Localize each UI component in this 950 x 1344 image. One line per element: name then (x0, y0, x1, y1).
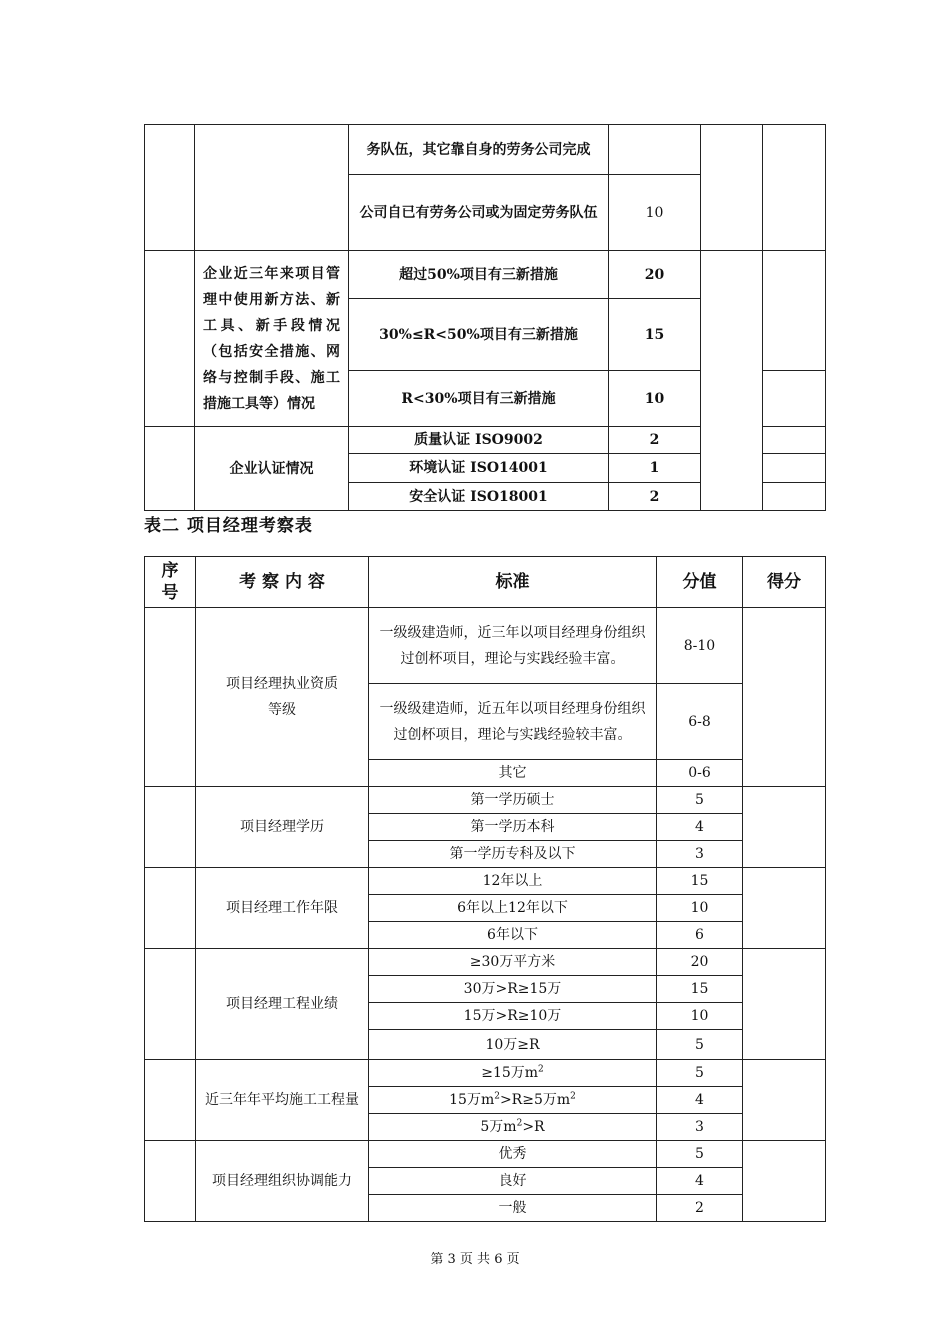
remark-cell (763, 125, 826, 251)
standard-cell (369, 1060, 657, 1087)
value-cell: 10 (609, 371, 701, 427)
item-cell: 项目经理工作年限 (196, 868, 369, 949)
standard-cell: R<30%项目有三新措施 (349, 371, 609, 427)
table-row (145, 787, 826, 814)
standard-cell: 良好 (369, 1168, 657, 1195)
value-cell: 5 (657, 1060, 743, 1087)
no-cell (145, 1060, 196, 1141)
standard-cell: 第一学历本科 (369, 814, 657, 841)
superscript: 2 (570, 1091, 576, 1102)
standard-cell (369, 1114, 657, 1141)
standard-cell: 优秀 (369, 1141, 657, 1168)
table-row (145, 608, 826, 684)
standard-text: ≥15万m (481, 1065, 539, 1081)
standard-cell: 10万≥R (369, 1030, 657, 1060)
standard-cell: 6年以下 (369, 922, 657, 949)
standard-cell: 一级级建造师，近五年以项目经理身份组织过创杯项目，理论与实践经验较丰富。 (369, 684, 657, 760)
standard-text: >R (522, 1119, 545, 1135)
remark-cell (763, 251, 826, 371)
table-header-row (145, 557, 826, 608)
value-cell: 3 (657, 1114, 743, 1141)
value-cell: 5 (657, 787, 743, 814)
score-cell (701, 125, 763, 251)
project-manager-evaluation-table (144, 556, 826, 1222)
value-cell (609, 125, 701, 175)
value-cell: 5 (657, 1030, 743, 1060)
no-cell (145, 251, 195, 427)
score-cell (743, 1141, 826, 1222)
no-cell (145, 608, 196, 787)
item-cell: 项目经理学历 (196, 787, 369, 868)
value-cell: 8-10 (657, 608, 743, 684)
table-row (145, 251, 826, 299)
standard-cell: 一级级建造师，近三年以项目经理身份组织过创杯项目，理论与实践经验丰富。 (369, 608, 657, 684)
remark-cell (763, 483, 826, 511)
standard-cell: 30万>R≥15万 (369, 976, 657, 1003)
no-cell (145, 787, 196, 868)
standard-cell: 安全认证 ISO18001 (349, 483, 609, 511)
superscript: 2 (516, 1118, 523, 1129)
table-caption: 表二 项目经理考察表 (144, 516, 313, 536)
standard-cell: 第一学历硕士 (369, 787, 657, 814)
score-cell (743, 949, 826, 1060)
item-cell: 项目经理执业资质等级 (196, 608, 369, 787)
value-cell: 1 (609, 454, 701, 483)
value-cell: 15 (657, 976, 743, 1003)
header-value: 分值 (657, 557, 743, 608)
standard-cell: 6年以上12年以下 (369, 895, 657, 922)
standard-cell: 超过50%项目有三新措施 (349, 251, 609, 299)
table-row (145, 1060, 826, 1087)
standard-cell: 15万>R≥10万 (369, 1003, 657, 1030)
page-footer: 第 3 页 共 6 页 (430, 1252, 520, 1267)
value-cell: 6 (657, 922, 743, 949)
remark-cell (763, 371, 826, 427)
table-row (145, 868, 826, 895)
standard-cell: 务队伍，其它靠自身的劳务公司完成 (349, 125, 609, 175)
standard-text: >R≥5万m (499, 1092, 571, 1108)
value-cell: 10 (657, 895, 743, 922)
score-cell (743, 608, 826, 787)
table-row (145, 1141, 826, 1168)
superscript: 2 (538, 1064, 544, 1075)
standard-cell: 30%≤R<50%项目有三新措施 (349, 299, 609, 371)
value-cell: 5 (657, 1141, 743, 1168)
value-cell: 4 (657, 1168, 743, 1195)
standard-text: 5万m (480, 1119, 517, 1135)
no-cell (145, 1141, 196, 1222)
value-cell: 6-8 (657, 684, 743, 760)
value-cell: 10 (657, 1003, 743, 1030)
score-cell (743, 868, 826, 949)
item-cell: 项目经理组织协调能力 (196, 1141, 369, 1222)
remark-cell (763, 427, 826, 454)
value-cell: 3 (657, 841, 743, 868)
standard-text: 15万m (449, 1092, 495, 1108)
no-cell (145, 868, 196, 949)
no-cell (145, 125, 195, 251)
standard-cell: 一般 (369, 1195, 657, 1222)
standard-cell: 其它 (369, 760, 657, 787)
superscript: 2 (494, 1091, 500, 1102)
value-cell: 0-6 (657, 760, 743, 787)
standard-cell: 环境认证 ISO14001 (349, 454, 609, 483)
item-cell: 企业认证情况 (195, 427, 349, 511)
item-cell: 近三年年平均施工工程量 (196, 1060, 369, 1141)
item-cell (195, 125, 349, 251)
value-cell: 10 (609, 175, 701, 251)
item-cell: 企业近三年来项目管理中使用新方法、新工具、新手段情况（包括安全措施、网络与控制手段、施工措施工具等）情况 (195, 251, 349, 427)
value-cell: 4 (657, 814, 743, 841)
score-cell (701, 251, 763, 511)
standard-cell: 质量认证 ISO9002 (349, 427, 609, 454)
no-cell (145, 949, 196, 1060)
enterprise-evaluation-table (144, 124, 826, 511)
remark-cell (763, 454, 826, 483)
standard-cell (369, 1087, 657, 1114)
header-score: 得分 (743, 557, 826, 608)
standard-cell: 公司自已有劳务公司或为固定劳务队伍 (349, 175, 609, 251)
score-cell (743, 787, 826, 868)
value-cell: 20 (657, 949, 743, 976)
value-cell: 15 (657, 868, 743, 895)
score-cell (743, 1060, 826, 1141)
standard-cell: 第一学历专科及以下 (369, 841, 657, 868)
value-cell: 2 (609, 427, 701, 454)
table-row (145, 125, 826, 175)
table-row (145, 949, 826, 976)
header-standard: 标准 (369, 557, 657, 608)
value-cell: 2 (657, 1195, 743, 1222)
value-cell: 20 (609, 251, 701, 299)
no-cell (145, 427, 195, 511)
value-cell: 2 (609, 483, 701, 511)
item-cell: 项目经理工程业绩 (196, 949, 369, 1060)
value-cell: 4 (657, 1087, 743, 1114)
header-content: 考 察 内 容 (196, 557, 369, 608)
standard-cell: 12年以上 (369, 868, 657, 895)
standard-cell: ≥30万平方米 (369, 949, 657, 976)
header-no: 序号 (145, 557, 196, 608)
value-cell: 15 (609, 299, 701, 371)
